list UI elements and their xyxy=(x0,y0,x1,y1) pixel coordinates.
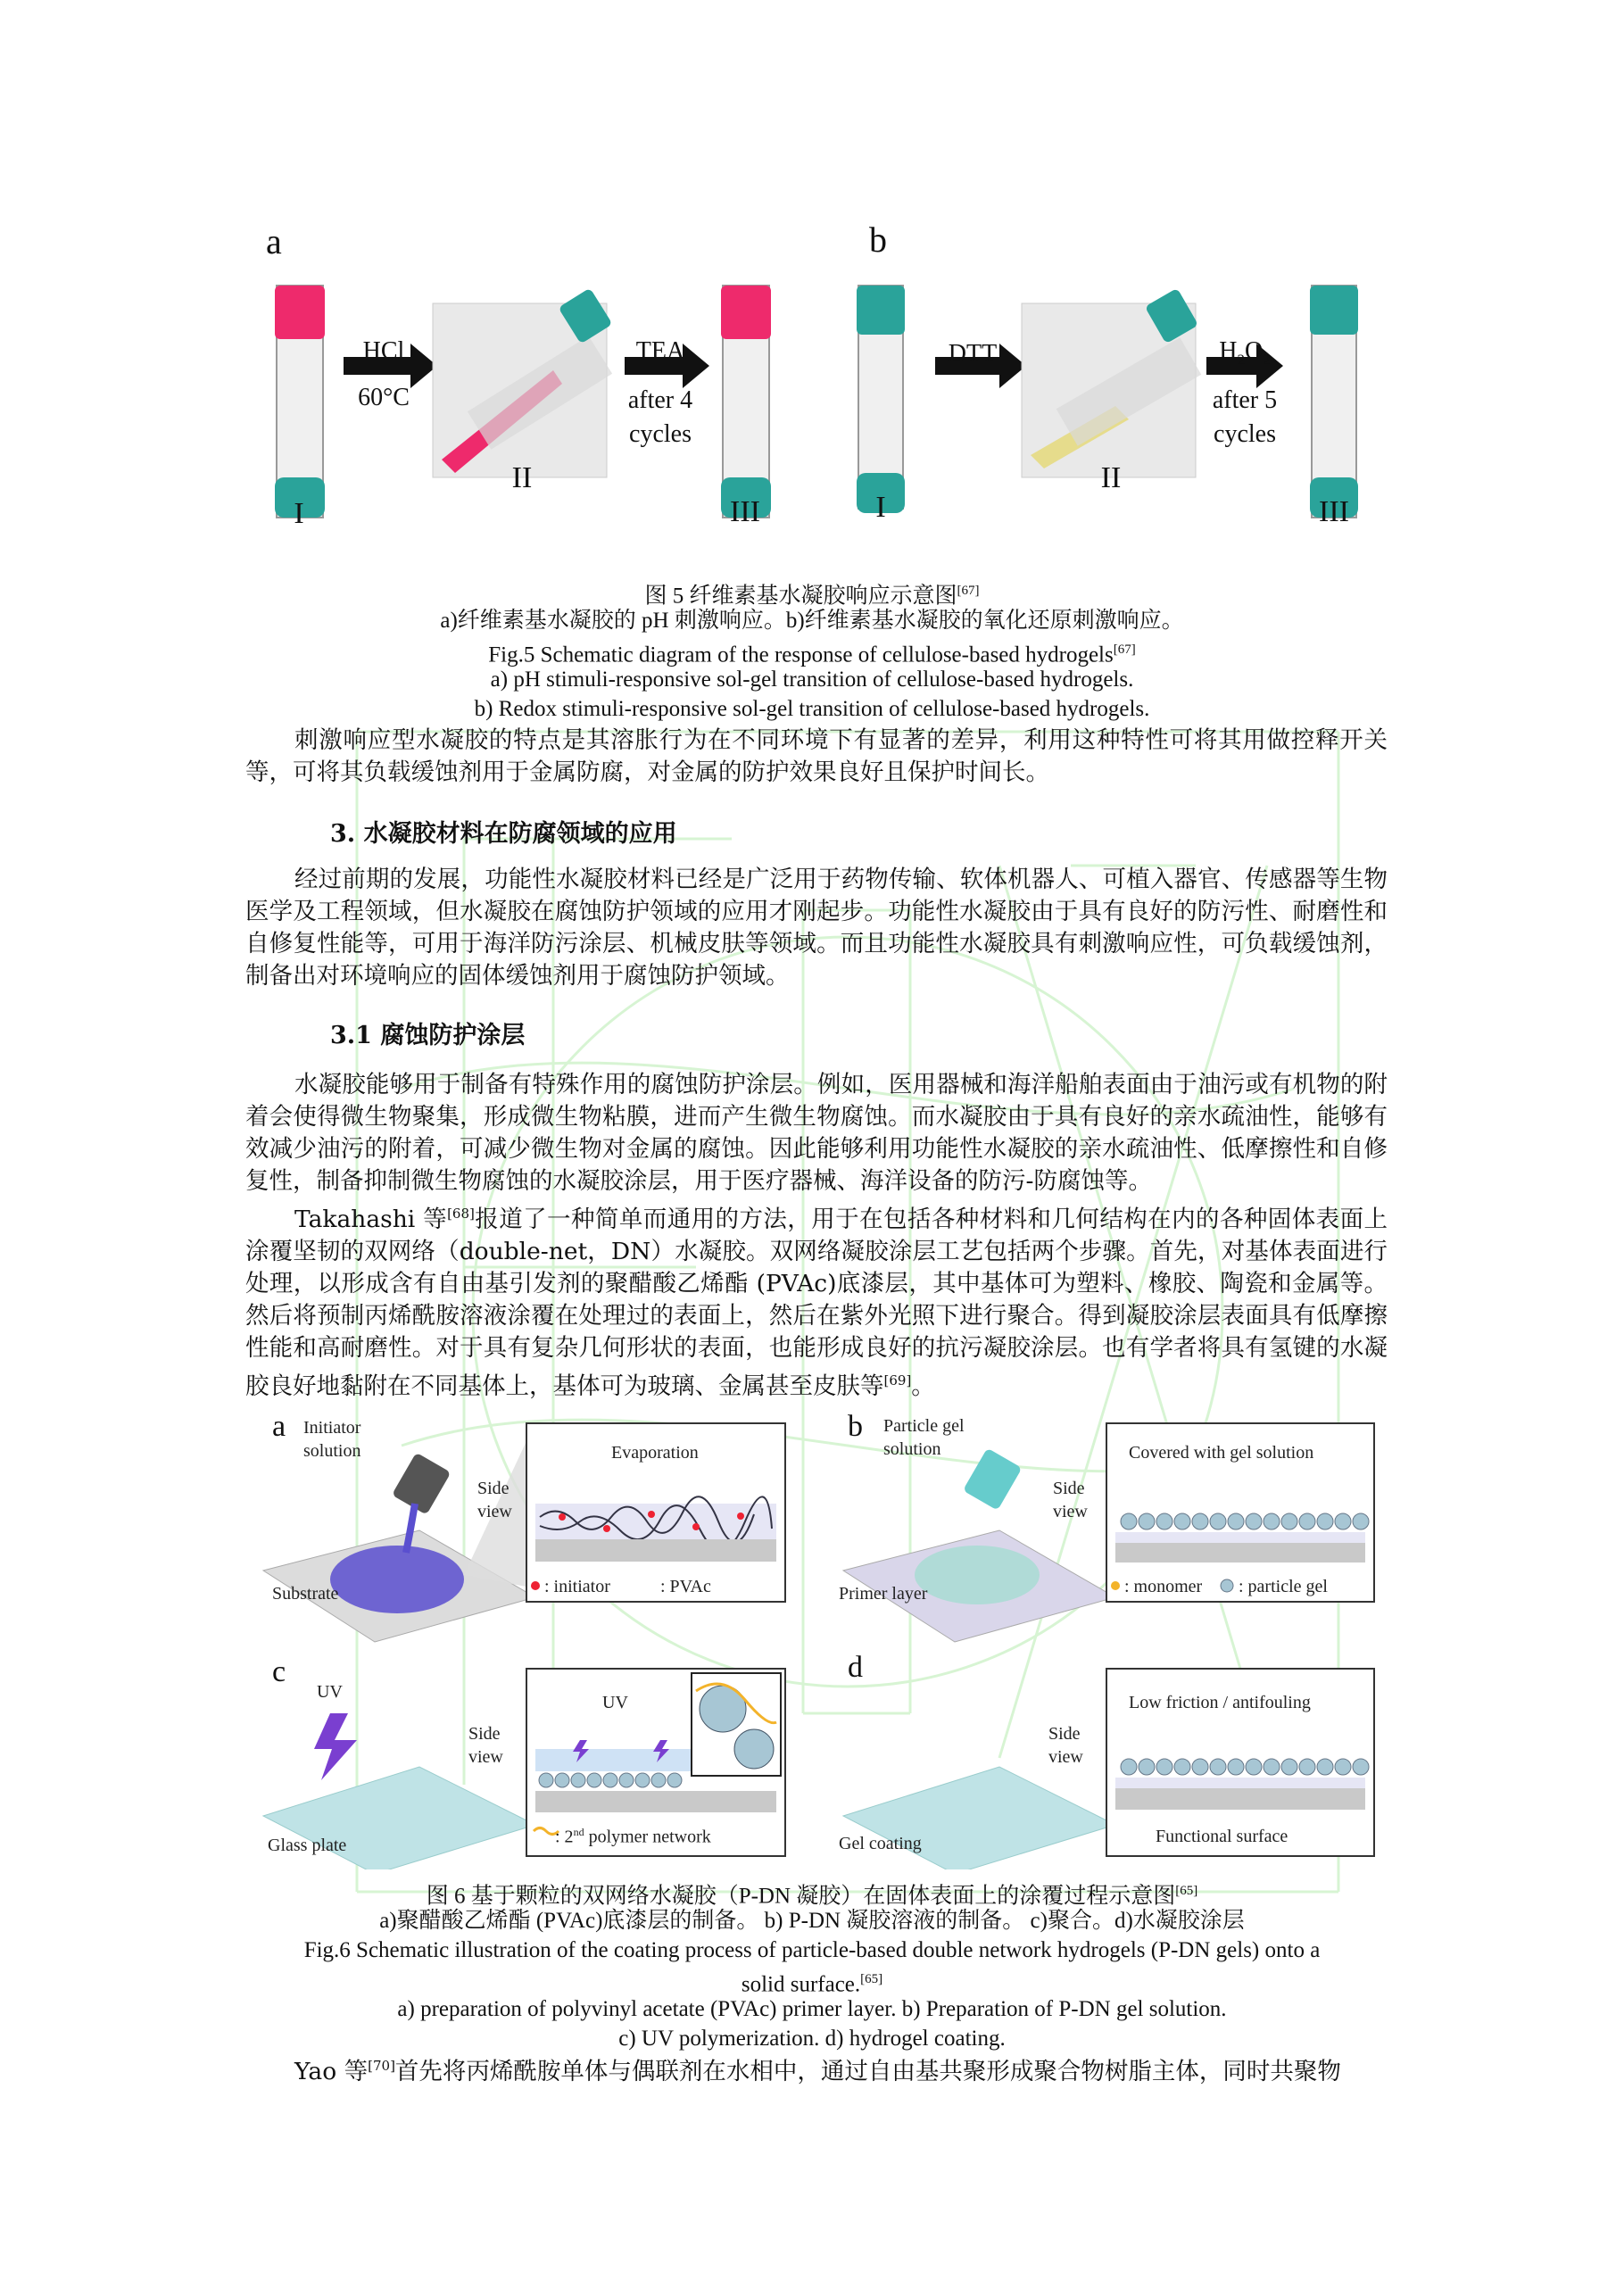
vial-b2 xyxy=(1022,288,1201,477)
vial-label-a2: II xyxy=(511,461,533,494)
h2o2-sub2: 2 xyxy=(1263,351,1271,369)
label-initiator: Initiator xyxy=(303,1418,361,1438)
vial-label-b2: II xyxy=(1100,461,1122,494)
fig6-caption-cn-ref: [65] xyxy=(1175,1884,1198,1898)
vial-label-b1: I xyxy=(875,491,886,524)
cycles-a-line2: cycles xyxy=(629,420,692,448)
legend-particle-gel: : particle gel xyxy=(1239,1577,1328,1596)
vial-label-a3: III xyxy=(730,495,760,528)
label-functional-surface: Functional surface xyxy=(1156,1827,1288,1846)
label-side-c: Side xyxy=(468,1724,501,1744)
vial-label-a1: I xyxy=(294,497,304,530)
paragraph-5-start: Yao 等 xyxy=(294,2057,369,2085)
legend-initiator: : initiator xyxy=(544,1577,610,1596)
fig6-caption-en-cd: c) UV polymerization. d) hydrogel coating. xyxy=(618,2027,1006,2051)
reagent-dtt: DTT xyxy=(948,340,998,368)
figure-5 xyxy=(259,210,1374,549)
h2o2-o: O xyxy=(1245,337,1264,365)
vial-label-b3: III xyxy=(1319,495,1349,528)
label-side-d: Side xyxy=(1048,1724,1081,1744)
fig6-caption-en-ref: [65] xyxy=(860,1972,883,1986)
label-particle-solution: solution xyxy=(883,1439,941,1459)
fig5-caption-cn-text: 图 5 纤维素基水凝胶响应示意图 xyxy=(644,584,957,609)
fig5-caption-en-ref: [67] xyxy=(1113,642,1136,657)
uv-bolt-c xyxy=(314,1713,357,1780)
paragraph-4-start: Takahashi 等 xyxy=(294,1205,448,1233)
reagent-hcl: HCl xyxy=(362,337,405,365)
fig6-caption-cn-text: 图 6 基于颗粒的双网络水凝胶（P-DN 凝胶）在固体表面上的涂覆过程示意图 xyxy=(426,1884,1176,1909)
panel-letter-b: b xyxy=(869,220,887,260)
cycles-b-line1: after 5 xyxy=(1212,386,1278,414)
fig5-caption-cn-sub: a)纤维素基水凝胶的 pH 刺激响应。b)纤维素基水凝胶的氧化还原刺激响应。 xyxy=(440,609,1184,633)
label-uv-box: UV xyxy=(602,1693,628,1712)
label-low-friction: Low friction / antifouling xyxy=(1129,1693,1311,1712)
h2o2-h: H xyxy=(1219,337,1238,365)
paragraph-5 xyxy=(245,2050,1388,2088)
figure-6-graphic xyxy=(259,1405,1392,1869)
paragraph-4-end: 。 xyxy=(911,1372,935,1400)
cycles-b-line2: cycles xyxy=(1214,420,1276,448)
fig6-caption-en-cont-text: solid surface. xyxy=(741,1972,861,1997)
gel-puddle xyxy=(915,1546,1040,1604)
paragraph-4-ref2: [69] xyxy=(883,1372,912,1388)
label-view-d: view xyxy=(1048,1747,1083,1767)
reagent-h2o2 xyxy=(1205,335,1285,377)
vial-a1 xyxy=(275,286,325,518)
paragraph-1: 刺激响应型水凝胶的特点是其溶胀行为在不同环境下有显著的差异，利用这种特性可将其用做控释开关等，可将其负载缓蚀剂用于金属防腐，对金属的防护效果良好且保护时间长。 xyxy=(245,726,1388,786)
fig6-caption-en-ab: a) preparation of polyvinyl acetate (PVAc) primer layer. b) Preparation of P-DN gel solution. xyxy=(397,1997,1227,2021)
cycles-a-line1: after 4 xyxy=(627,386,693,414)
paragraph-2: 经过前期的发展，功能性水凝胶材料已经是广泛用于药物传输、软体机器人、可植入器官、传感器等生物医学及工程领域，但水凝胶在腐蚀防护领域的应用才刚起步。功能性水凝胶由于具有良好的防污性、耐磨性和自修复性能等，可用于海洋防污涂层、机械皮肤等领域。而且功能性水凝胶具有刺激响应性，可负载缓蚀剂，制备出对环境响应的固体缓蚀剂用于腐蚀防护领域。 xyxy=(245,866,1388,990)
paragraph-4 xyxy=(245,1198,1388,1403)
reagent-tea: TEA xyxy=(635,337,685,365)
fig6-letter-c: c xyxy=(272,1655,286,1688)
paragraph-4-ref1: [68] xyxy=(447,1206,475,1222)
h2o2-sub1: 2 xyxy=(1237,351,1245,369)
fig5-caption-en-b: b) Redox stimuli-responsive sol-gel transition of cellulose-based hydrogels. xyxy=(474,697,1150,721)
legend-monomer: : monomer xyxy=(1124,1577,1203,1596)
fig5-caption-en-text: Fig.5 Schematic diagram of the response of cellulose-based hydrogels xyxy=(488,642,1114,667)
label-substrate: Substrate xyxy=(272,1584,339,1604)
fig5-caption-en-a: a) pH stimuli-responsive sol-gel transition of cellulose-based hydrogels. xyxy=(490,667,1134,692)
fig6-caption-cn-sub: a)聚醋酸乙烯酯 (PVAc)底漆层的制备。 b) P-DN 凝胶溶液的制备。 c)聚合。d)水凝胶涂层 xyxy=(379,1909,1245,1933)
label-primer-layer: Primer layer xyxy=(839,1584,928,1604)
vial-b3 xyxy=(1310,286,1358,518)
beaker-a xyxy=(392,1453,451,1515)
section-heading-3: 3. 水凝胶材料在防腐领域的应用 xyxy=(330,820,677,848)
initiator-puddle xyxy=(330,1546,464,1613)
vial-a3 xyxy=(721,286,771,518)
label-covered-gel: Covered with gel solution xyxy=(1129,1443,1314,1463)
legend-2nd-pre: : 2 xyxy=(555,1827,574,1847)
fig6-letter-d: d xyxy=(848,1651,863,1684)
section-heading-3-1: 3.1 腐蚀防护涂层 xyxy=(330,1022,526,1049)
vial-a2 xyxy=(433,288,613,477)
label-glass-plate: Glass plate xyxy=(268,1836,347,1855)
label-uv-c: UV xyxy=(317,1682,343,1702)
legend-2nd-network xyxy=(555,1820,711,1849)
fig6-letter-b: b xyxy=(848,1410,863,1443)
condition-60c: 60°C xyxy=(358,384,410,411)
vial-b1 xyxy=(857,286,905,513)
paragraph-5-body: 首先将丙烯酰胺单体与偶联剂在水相中，通过自由基共聚形成聚合物树脂主体，同时共聚物 xyxy=(394,2057,1341,2085)
legend-2nd-post: polymer network xyxy=(584,1827,711,1847)
legend-2nd-sup: nd xyxy=(573,1826,584,1838)
beaker-b xyxy=(963,1448,1022,1511)
label-particle-gel: Particle gel xyxy=(883,1416,965,1436)
panel-letter-a: a xyxy=(266,221,282,261)
legend-pvac: : PVAc xyxy=(660,1577,711,1596)
label-side-a: Side xyxy=(477,1479,510,1498)
label-gel-coating: Gel coating xyxy=(839,1834,922,1853)
paragraph-5-ref: [70] xyxy=(368,2058,395,2074)
fig6-letter-a: a xyxy=(272,1410,286,1443)
paragraph-3: 水凝胶能够用于制备有特殊作用的腐蚀防护涂层。例如，医用器械和海洋船舶表面由于油污或有机物的附着会使得微生物聚集，形成微生物粘膜，进而产生微生物腐蚀。而水凝胶由于具有良好的亲水疏油性，能够有效减少油污的附着，可减少微生物对金属的腐蚀。因此能够利用功能性水凝胶的亲水疏油性、低摩擦性和自修复性，制备抑制微生物腐蚀的水凝胶涂层，用于医疗器械、海洋设备的防污-防腐蚀等。 xyxy=(245,1071,1388,1195)
fig6-caption-en: Fig.6 Schematic illustration of the coating process of particle-based double network hydrogels (P-DN gels) onto a xyxy=(303,1938,1321,1962)
figure-6 xyxy=(259,1405,1392,1869)
paragraph-4-body: 报道了一种简单而通用的方法，用于在包括各种材料和几何结构在内的各种固体表面上涂覆坚韧的双网络（double-net，DN）水凝胶。双网络凝胶涂层工艺包括两个步骤。首先，对基体表面进行处理，以形成含有自由基引发剂的聚醋酸乙烯酯 (PVAc)底漆层，其中基体可为塑料、橡胶、陶瓷和金属等。然后将预制丙烯酰胺溶液涂覆在处理过的表面上，然后在紫外光照下进行聚合。得到凝胶涂层表面具有低摩擦性能和高耐磨性。对于具有复杂几何形状的表面，也能形成良好的抗污凝胶涂层。也有学者将具有氢键的水凝胶良好地黏附在不同基体上，基体可为玻璃、金属甚至皮肤等 xyxy=(245,1205,1388,1400)
label-view-a: view xyxy=(477,1502,512,1521)
label-view-b: view xyxy=(1053,1502,1088,1521)
figure-5-graphic xyxy=(259,210,1374,549)
fig5-caption-cn-ref: [67] xyxy=(957,584,980,598)
label-side-b: Side xyxy=(1053,1479,1085,1498)
label-view-c: view xyxy=(468,1747,503,1767)
label-evaporation: Evaporation xyxy=(611,1443,699,1463)
label-initiator-solution: solution xyxy=(303,1441,361,1461)
